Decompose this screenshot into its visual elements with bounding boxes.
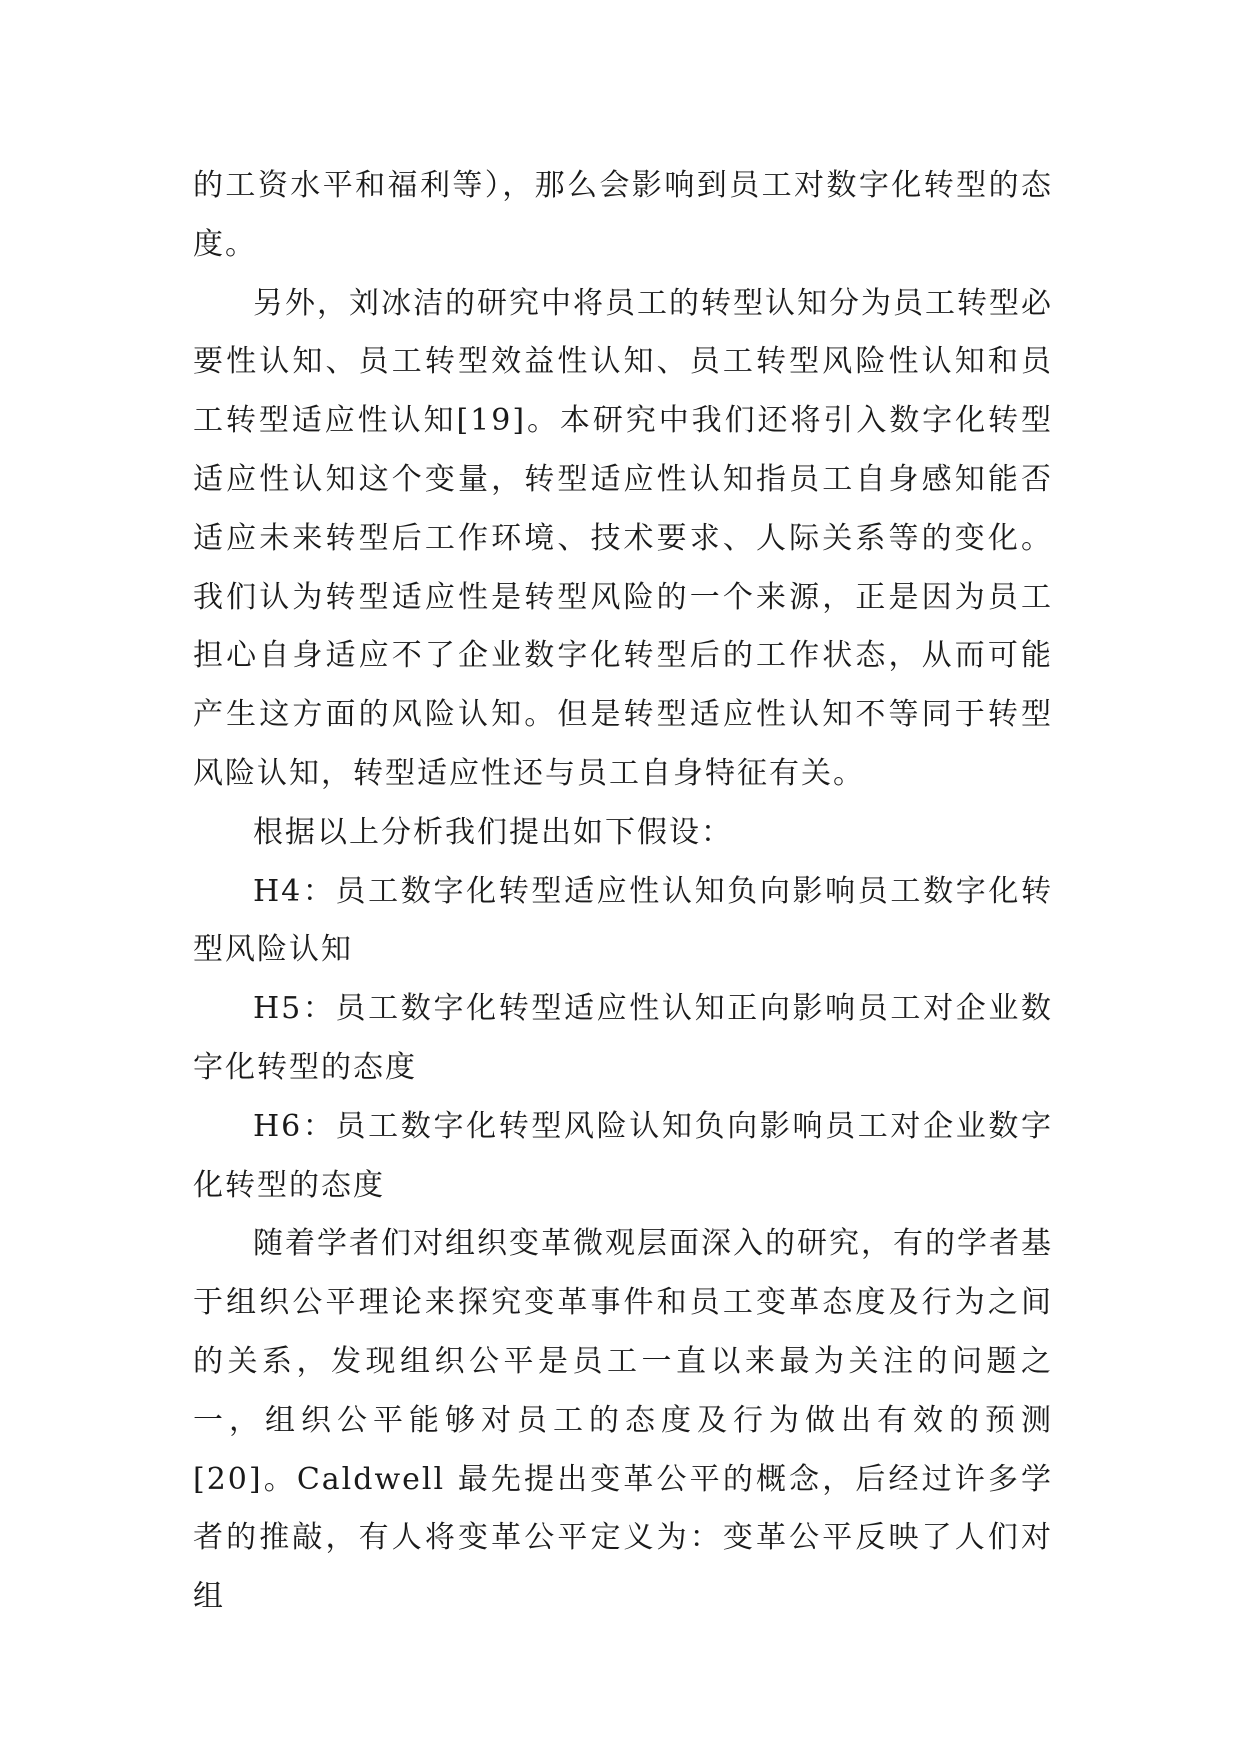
paragraph-continuation: 的工资水平和福利等），那么会影响到员工对数字化转型的态度。 — [193, 168, 1053, 262]
hypothesis-h5: H5：员工数字化转型适应性认知正向影响员工对企业数字化转型的态度 — [193, 991, 1053, 1085]
hypothesis-h6: H6：员工数字化转型风险认知负向影响员工对企业数字化转型的态度 — [193, 1108, 1053, 1203]
paragraph-hypothesis-intro: 根据以上分析我们提出如下假设： — [253, 814, 733, 850]
paragraph-organizational-justice: 随着学者们对组织变革微观层面深入的研究，有的学者基于组织公平理论来探究变革事件和员工变革态度及行为之间的关系，发现组织公平是员工一直以来最为关注的问题之一，组织公平能够对员工的态度及行为做出有效的预测[20]。Caldwell 最先提出变革公平的概念，后经过许多学者的推敲，有人将变革公平定义为：变革公平反映了人们对组 — [193, 1226, 1053, 1615]
paragraph-transformation-cognition: 另外，刘冰洁的研究中将员工的转型认知分为员工转型必要性认知、员工转型效益性认知、员工转型风险性认知和员工转型适应性认知[19]。本研究中我们还将引入数字化转型适应性认知这个变量，转型适应性认知指员工自身感知能否适应未来转型后工作环境、技术要求、人际关系等的变化。我们认为转型适应性是转型风险的一个来源，正是因为员工担心自身适应不了企业数字化转型后的工作状态，从而可能产生这方面的风险认知。但是转型适应性认知不等同于转型风险认知，转型适应性还与员工自身特征有关。 — [193, 285, 1053, 791]
hypothesis-h4: H4：员工数字化转型适应性认知负向影响员工数字化转型风险认知 — [193, 873, 1053, 968]
body-text — [193, 157, 1053, 1627]
